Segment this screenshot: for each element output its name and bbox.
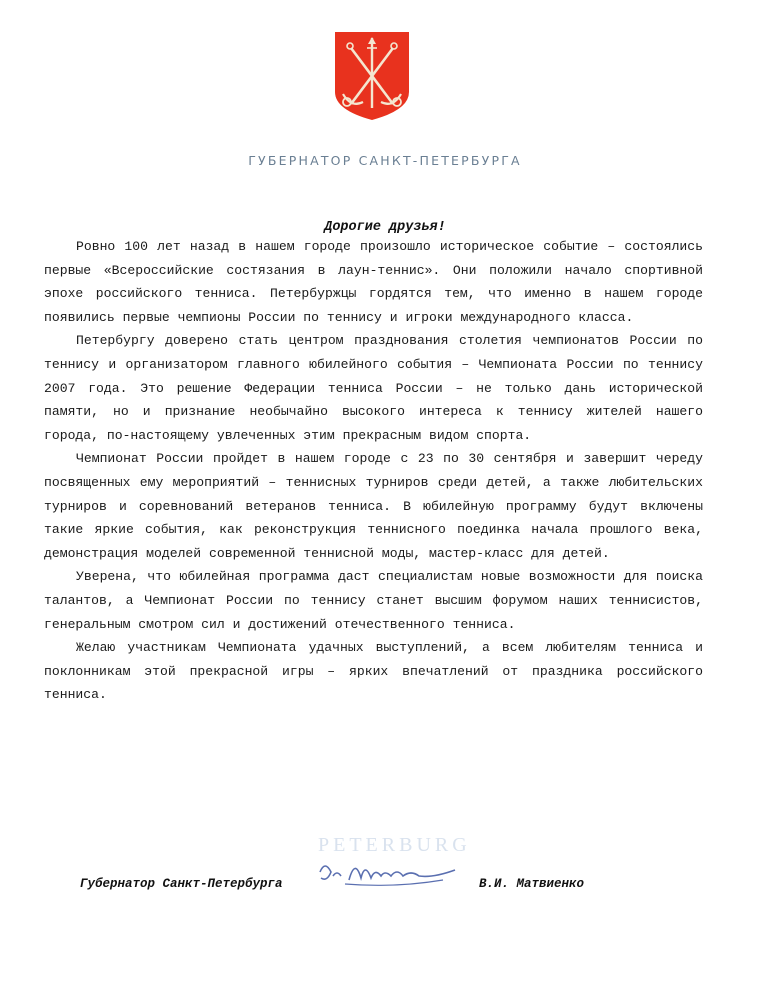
saint-petersburg-coat-of-arms-icon bbox=[333, 30, 411, 122]
paragraph: Желаю участникам Чемпионата удачных выступлений, а всем любителям тенниса и поклонникам этой прекрасной игры – ярких впечатлений от праздника российского тенниса. bbox=[44, 640, 703, 703]
watermark-text: PETERBURG bbox=[318, 834, 471, 856]
handwritten-signature-icon bbox=[315, 850, 460, 895]
paragraph: Петербургу доверено стать центром празднования столетия чемпионатов России по теннису и организатором главного юбилейного события – Чемпионата России по теннису 2007 года. Это решение Федерации тенниса России – не только дань исторической памяти, но и признание необычайно высокого интереса к теннису жителей нашего города, по-настоящему увлеченных этим прекрасным видом спорта. bbox=[44, 333, 703, 443]
signature-role: Губернатор Санкт-Петербурга bbox=[80, 877, 283, 891]
paragraph: Уверена, что юбилейная программа даст специалистам новые возможности для поиска талантов, а Чемпионат России по теннису станет высшим форумом наших теннисистов, генеральным смотром сил и достижений отечественного тенниса. bbox=[44, 569, 703, 632]
paragraph: Ровно 100 лет назад в нашем городе произошло историческое событие – состоялись первые «Всероссийские состязания в лаун-теннис». Они положили начало спортивной эпохе российского тенниса. Петербуржцы гордятся тем, что именно в нашем городе появились первые чемпионы России по теннису и игроки международного класса. bbox=[44, 239, 703, 325]
signature-name: В.И. Матвиенко bbox=[479, 877, 585, 891]
page-title: ГУБЕРНАТОР САНКТ-ПЕТЕРБУРГА bbox=[248, 153, 522, 168]
letter-salutation: Дорогие друзья! bbox=[324, 220, 446, 235]
paragraph: Чемпионат России пройдет в нашем городе с 23 по 30 сентября и завершит череду посвященных ему мероприятий – теннисных турниров среди детей, а также любительских турниров и соревнований ветеранов тенниса. В юбилейную программу будут включены такие яркие события, как реконструкция теннисного поединка начала прошлого века, демонстрация моделей современной теннисной моды, мастер-класс для детей. bbox=[44, 451, 703, 561]
letter-body bbox=[44, 235, 703, 707]
